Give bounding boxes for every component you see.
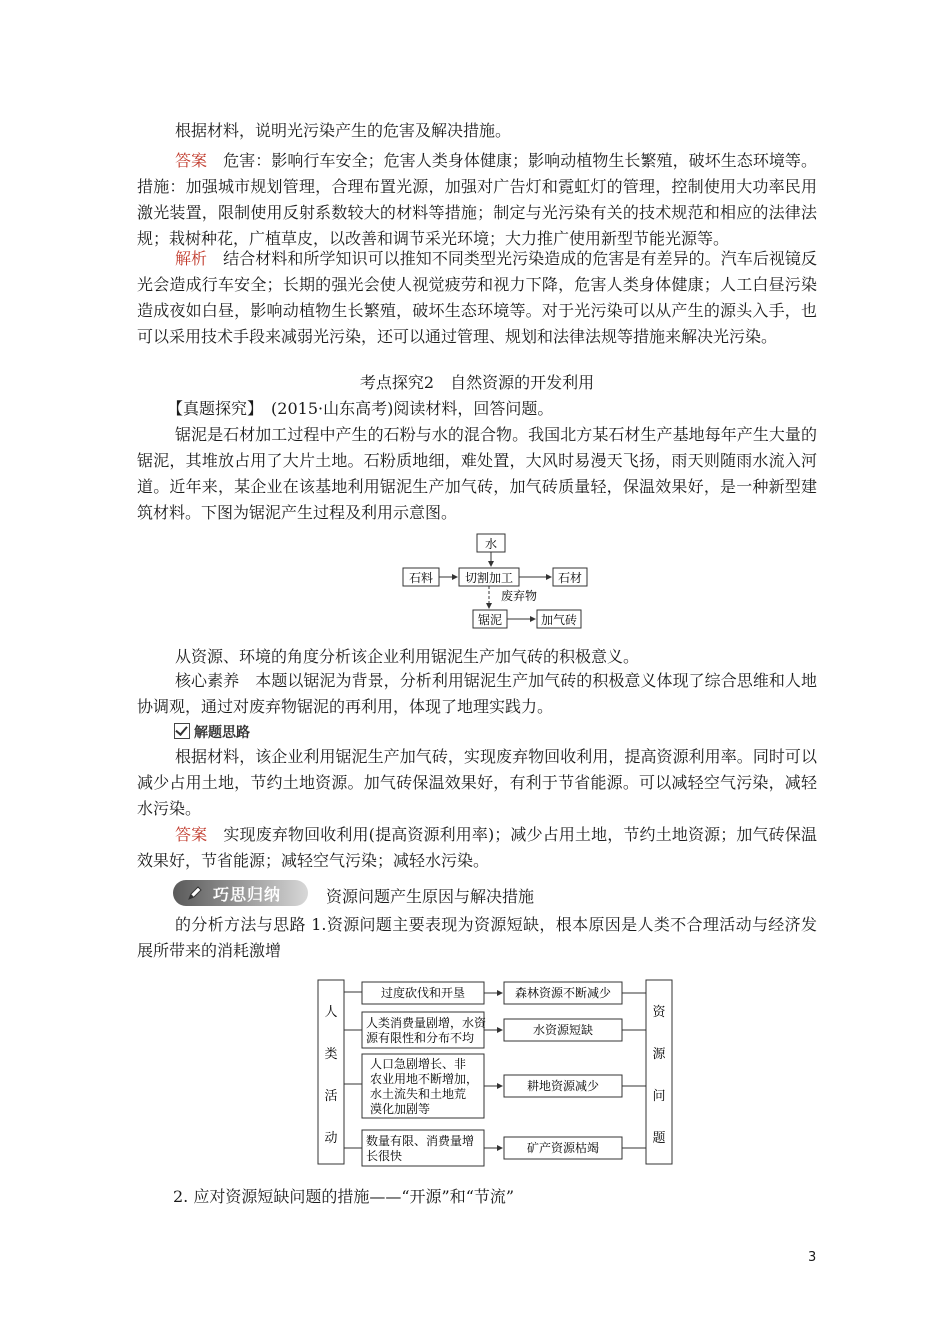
material-text: 锯泥是石材加工过程中产生的石粉与水的混合物。我国北方某石材生产基地每年产生大量的锯泥，其堆放占用了大片土地。石粉质地细，难处置，大风时易漫天飞扬，雨天则随雨水流入河道。近年来，某企业在该基地利用锯泥生产加气砖，加气砖质量轻，保温效果好，是一种新型建筑材料。下图为锯泥产生过程及利用示意图。 [137,425,817,522]
node-stone-product [553,568,587,586]
question-text: 根据材料，说明光污染产生的危害及解决措施。 [175,121,512,140]
effect-box-2 [504,1019,622,1041]
core-label: 核心素养 [175,671,240,690]
node-brick [537,610,581,628]
svg-text:数量有限、消费量增: 数量有限、消费量增 [366,1134,475,1148]
zhenti-line [137,396,817,422]
svg-text:森林资源不断减少: 森林资源不断减少 [514,986,612,1000]
summary-title: 资源问题产生原因与解决措施 [326,887,535,906]
effect-box-3 [504,1075,622,1097]
summary-badge-label: 巧思归纳 [213,885,282,904]
sludge-process-diagram [395,528,595,632]
left-char: 动 [324,1131,338,1146]
summary-text: 的分析方法与思路 1.资源问题主要表现为资源短缺，根本原因是人类不合理活动与经济发展所带来的消耗激增 [137,915,817,960]
svg-text:长很快: 长很快 [366,1149,403,1163]
svg-text:农业用地不断增加，: 农业用地不断增加， [370,1072,479,1086]
node-sludge [473,610,507,628]
summary-badge [173,878,308,908]
svg-text:水资源短缺: 水资源短缺 [532,1023,594,1037]
svg-text:加气砖: 加气砖 [540,613,578,627]
node-cutting [459,568,519,586]
page-number: 3 [808,1250,817,1265]
svg-text:过度砍伐和开垦: 过度砍伐和开垦 [380,986,466,1000]
point-2: 2. 应对资源短缺问题的措施——“开源”和“节流” [173,1187,515,1206]
analysis-label: 解析 [175,249,208,268]
cause-box-1 [362,982,484,1004]
thinking-header [174,722,250,742]
node-stone-raw [403,568,439,586]
svg-text:水土流失和土地荒: 水土流失和土地荒 [370,1087,467,1101]
cause-box-3 [362,1054,484,1118]
svg-text:石料: 石料 [408,571,434,585]
svg-text:漠化加剧等: 漠化加剧等 [370,1102,431,1116]
answer2-label: 答案 [175,825,208,844]
left-char: 活 [324,1089,338,1104]
analysis-block [137,246,817,350]
svg-text:人口急剧增长、非: 人口急剧增长、非 [370,1057,467,1071]
left-char: 人 [324,1005,338,1020]
pen-icon [185,883,205,903]
answer-text: 危害：影响行车安全；危害人类身体健康；影响动植物生长繁殖，破坏生态环境等。措施：加强城市规划管理，合理布置光源，加强对广告灯和霓虹灯的管理，控制使用大功率民用激光装置，限制使用反射系数较大的材料等措施；制定与光污染有关的技术规范和相应的法律法规；栽树种花，广植草皮，以改善和调节采光环境；大力推广使用新型节能光源等。 [137,151,817,248]
section-title: 考点探究2 自然资源的开发利用 [359,373,595,392]
effect-box-1 [504,982,622,1004]
zhenti-label: 【真题探究】 [167,399,256,418]
svg-text:人类消费量剧增，水资: 人类消费量剧增，水资 [366,1016,487,1030]
svg-text:耕地资源减少: 耕地资源减少 [526,1079,600,1093]
answer2-text: 实现废弃物回收利用(提高资源利用率)；减少占用土地，节约土地资源；加气砖保温效果好，节省能源；减轻空气污染；减轻水污染。 [137,825,817,870]
svg-text:水: 水 [484,537,498,551]
right-char: 源 [652,1047,666,1062]
checkbox-icon [174,723,190,739]
svg-text:矿产资源枯竭: 矿产资源枯竭 [526,1141,600,1155]
cause-box-4 [362,1130,484,1166]
answer-block-1 [137,148,817,252]
svg-text:锯泥: 锯泥 [477,613,503,627]
answer-label: 答案 [175,151,208,170]
cause-box-2 [362,1012,487,1048]
svg-text:切割加工: 切割加工 [464,571,514,585]
resource-problem-diagram [316,978,674,1168]
right-char: 资 [652,1005,666,1020]
core-literacy [137,668,817,720]
zhenti-text: (2015·山东高考)阅读材料，回答问题。 [271,399,554,418]
node-water [477,534,505,552]
right-char: 题 [652,1131,666,1146]
core-text: 本题以锯泥为背景，分析利用锯泥生产加气砖的积极意义体现了综合思维和人地协调观，通过对废弃物锯泥的再利用，体现了地理实践力。 [137,671,817,716]
right-char: 问 [652,1089,666,1104]
thinking-text: 根据材料，该企业利用锯泥生产加气砖，实现废弃物回收利用，提高资源利用率。同时可以减少占用土地，节约土地资源。加气砖保温效果好，有利于节省能源。可以减轻空气污染，减轻水污染。 [137,747,817,818]
analysis-text: 结合材料和所学知识可以推知不同类型光污染造成的危害是有差异的。汽车后视镜反光会造成行车安全；长期的强光会使人视觉疲劳和视力下降，危害人类身体健康；人工白昼污染造成夜如白昼，影响动植物生长繁殖，破坏生态环境等。对于光污染可以从产生的源头入手，也可以采用技术手段来减弱光污染，还可以通过管理、规划和法律法规等措施来解决光污染。 [137,249,817,346]
question-line: 从资源、环境的角度分析该企业利用锯泥生产加气砖的积极意义。 [175,647,640,666]
svg-text:石材: 石材 [557,571,583,585]
effect-box-4 [504,1137,622,1159]
label-waste: 废弃物 [500,589,538,603]
svg-text:源有限性和分布不均: 源有限性和分布不均 [366,1031,475,1045]
answer-block-2 [137,822,817,874]
left-char: 类 [324,1047,338,1062]
thinking-label: 解题思路 [194,725,250,741]
